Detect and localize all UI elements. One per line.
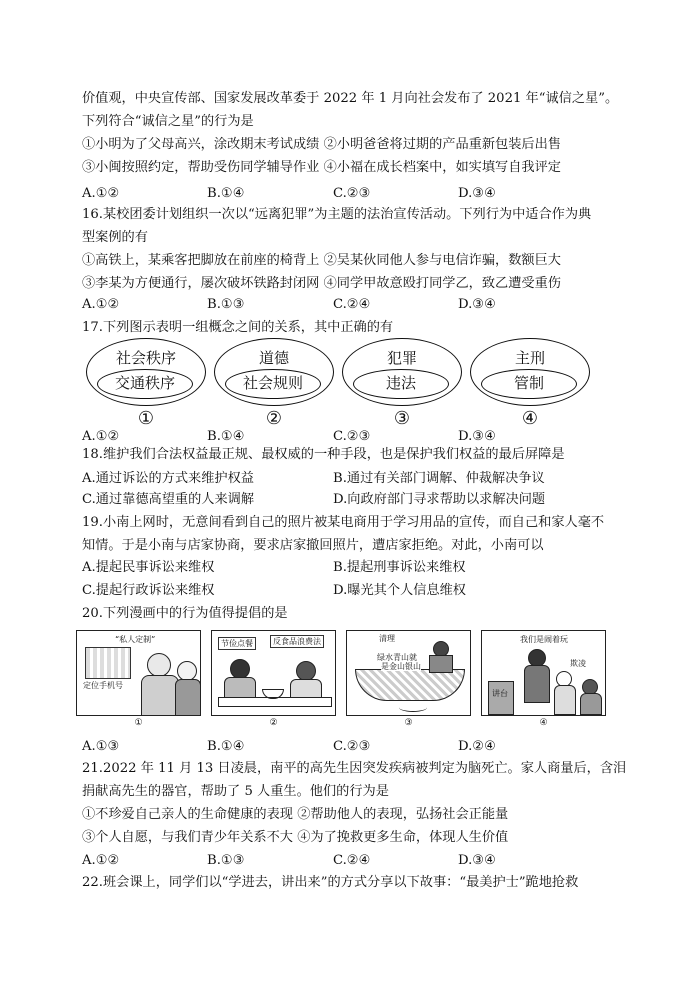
q18-choice-a[interactable]: A.通过诉讼的方式来维护权益 — [82, 471, 254, 486]
person-body-illustration — [429, 655, 453, 673]
q17-stem: 17.下列图示表明一组概念之间的关系，其中正确的有 — [82, 320, 394, 335]
q15-choice-d[interactable]: D.③④ — [458, 186, 496, 201]
person-head-illustration — [296, 661, 316, 681]
diagram-inner-ellipse: 社会规则 — [225, 369, 321, 399]
cartoon-caption: 欺凌 — [570, 659, 586, 668]
concept-diagram — [86, 338, 646, 430]
q15-choice-c[interactable]: C.②③ — [333, 186, 371, 201]
cartoon-caption: 清理 — [379, 634, 395, 643]
q16-choice-c[interactable]: C.②④ — [333, 297, 371, 312]
person-body-illustration — [580, 693, 602, 715]
q19-choice-d[interactable]: D.曝光其个人信息维权 — [333, 583, 466, 598]
cartoon-caption: 节俭点餐 — [218, 637, 256, 650]
q19-stem-line-2: 知情。于是小南与店家协商，要求店家撤回照片，遭店家拒绝。对此，小南可以 — [82, 538, 544, 553]
diagram-number: ① — [137, 408, 155, 429]
cartoon-number: ① — [134, 718, 143, 728]
q18-stem: 18.维护我们合法权益最正规、最权威的一种手段，也是保护我们权益的最后屏障是 — [82, 447, 565, 462]
q15-stem-line-1: 价值观，中央宣传部、国家发展改革委于 2022 年 1 月向社会发布了 2021 年“诚信之星”。 — [82, 91, 619, 106]
q21-statements-1: ①不珍爱自己亲人的生命健康的表现 ②帮助他人的表现，弘扬社会正能量 — [82, 807, 509, 822]
q17-choice-a[interactable]: A.①② — [82, 429, 120, 444]
cartoon-caption: 绿水青山就 — [377, 653, 417, 662]
podium-illustration — [488, 681, 514, 715]
q20-choice-a[interactable]: A.①③ — [82, 739, 120, 754]
cartoon-row — [76, 630, 636, 730]
cartoon-caption: 我们是闹着玩 — [520, 635, 568, 644]
cartoon-number: ④ — [539, 718, 548, 728]
boat-illustration — [355, 669, 465, 701]
cartoon-number: ③ — [404, 718, 413, 728]
diagram-ellipse-3 — [342, 338, 462, 406]
cartoon-caption: “私人定制” — [115, 635, 156, 644]
q17-choice-c[interactable]: C.②③ — [333, 429, 371, 444]
q19-choice-b[interactable]: B.提起刑事诉讼来维权 — [333, 560, 466, 575]
q20-choice-c[interactable]: C.②③ — [333, 739, 371, 754]
person-body-illustration — [175, 679, 201, 716]
q18-choice-d[interactable]: D.向政府部门寻求帮助以求解决问题 — [333, 492, 546, 507]
q15-choice-a[interactable]: A.①② — [82, 186, 120, 201]
diagram-inner-ellipse: 违法 — [353, 369, 449, 399]
screen-illustration — [85, 647, 131, 679]
person-body-illustration — [141, 675, 179, 716]
diagram-ellipse-1 — [86, 338, 206, 406]
diagram-outer-label: 道德 — [258, 349, 289, 367]
diagram-inner-ellipse: 管制 — [481, 369, 577, 399]
diagram-number: ② — [265, 408, 283, 429]
cartoon-panel-4 — [481, 630, 606, 716]
water-wave-illustration — [399, 703, 427, 712]
q20-stem: 20.下列漫画中的行为值得提倡的是 — [82, 606, 288, 621]
q17-choice-b[interactable]: B.①④ — [207, 429, 245, 444]
q20-choice-d[interactable]: D.②④ — [458, 739, 496, 754]
person-head-illustration — [177, 661, 197, 681]
q16-statements-1: ①高铁上，某乘客把脚放在前座的椅背上 ②吴某伙同他人参与电信诈骗，数额巨大 — [82, 253, 561, 268]
q15-stem-line-2: 下列符合“诚信之星”的行为是 — [82, 114, 254, 129]
q21-choice-d[interactable]: D.③④ — [458, 853, 496, 868]
diagram-inner-ellipse: 交通秩序 — [97, 369, 193, 399]
q19-choice-c[interactable]: C.提起行政诉讼来维权 — [82, 583, 215, 598]
q15-statements-2: ③小闽按照约定，帮助受伤同学辅导作业 ④小福在成长档案中，如实填写自我评定 — [82, 160, 561, 175]
q16-choice-a[interactable]: A.①② — [82, 297, 120, 312]
q16-choice-d[interactable]: D.③④ — [458, 297, 496, 312]
q16-stem-line-1: 16.某校团委计划组织一次以“远离犯罪”为主题的法治宣传活动。下列行为中适合作为典 — [82, 207, 592, 222]
q21-choice-b[interactable]: B.①③ — [207, 853, 245, 868]
q21-statements-2: ③个人自愿，与我们青少年关系不大 ④为了挽救更多生命，体现人生价值 — [82, 830, 509, 845]
q18-choice-b[interactable]: B.通过有关部门调解、仲裁解决争议 — [333, 471, 545, 486]
diagram-number: ③ — [393, 408, 411, 429]
person-body-illustration — [554, 685, 576, 715]
q16-statements-2: ③李某为方便通行，屡次破坏铁路封闭网 ④同学甲故意殴打同学乙，致乙遭受重伤 — [82, 276, 561, 291]
q21-stem-line-1: 21.2022 年 11 月 13 日凌晨，南平的高先生因突发疾病被判定为脑死亡。家人商量后，含泪 — [82, 761, 627, 776]
cartoon-panel-3 — [346, 630, 471, 716]
diagram-number: ④ — [521, 408, 539, 429]
cartoon-caption: 讲台 — [492, 689, 508, 698]
diagram-outer-label: 犯罪 — [386, 349, 417, 367]
q22-stem: 22.班会课上，同学们以“学进去，讲出来”的方式分享以下故事：“最美护士”跪地抢救 — [82, 875, 579, 890]
q15-choice-b[interactable]: B.①④ — [207, 186, 245, 201]
diagram-outer-label: 主刑 — [514, 349, 545, 367]
q15-statements-1: ①小明为了父母高兴，涂改期末考试成绩 ②小明爸爸将过期的产品重新包装后出售 — [82, 137, 561, 152]
diagram-ellipse-2 — [214, 338, 334, 406]
person-body-illustration — [524, 665, 550, 703]
q19-stem-line-1: 19.小南上网时，无意间看到自己的照片被某电商用于学习用品的宣传，而自己和家人毫不 — [82, 515, 605, 530]
person-head-illustration — [147, 653, 171, 677]
cartoon-panel-2 — [211, 630, 336, 716]
cartoon-panel-1 — [76, 630, 201, 716]
cartoon-caption: 反食品浪费法 — [270, 635, 324, 648]
q18-choice-c[interactable]: C.通过靠德高望重的人来调解 — [82, 492, 255, 507]
cartoon-number: ② — [269, 718, 278, 728]
q21-choice-c[interactable]: C.②④ — [333, 853, 371, 868]
diagram-outer-label: 社会秩序 — [115, 349, 176, 367]
q21-choice-a[interactable]: A.①② — [82, 853, 120, 868]
q16-choice-b[interactable]: B.①③ — [207, 297, 245, 312]
q19-choice-a[interactable]: A.提起民事诉讼来维权 — [82, 560, 215, 575]
q17-choice-d[interactable]: D.③④ — [458, 429, 496, 444]
cartoon-caption: 是金山银山 — [381, 662, 421, 671]
q16-stem-line-2: 型案例的有 — [82, 230, 148, 245]
diagram-ellipse-4 — [470, 338, 590, 406]
cartoon-caption: 定位手机号 — [83, 681, 123, 690]
person-head-illustration — [230, 659, 250, 679]
q20-choice-b[interactable]: B.①④ — [207, 739, 245, 754]
q21-stem-line-2: 捐献高先生的器官，帮助了 5 人重生。他们的行为是 — [82, 784, 389, 799]
